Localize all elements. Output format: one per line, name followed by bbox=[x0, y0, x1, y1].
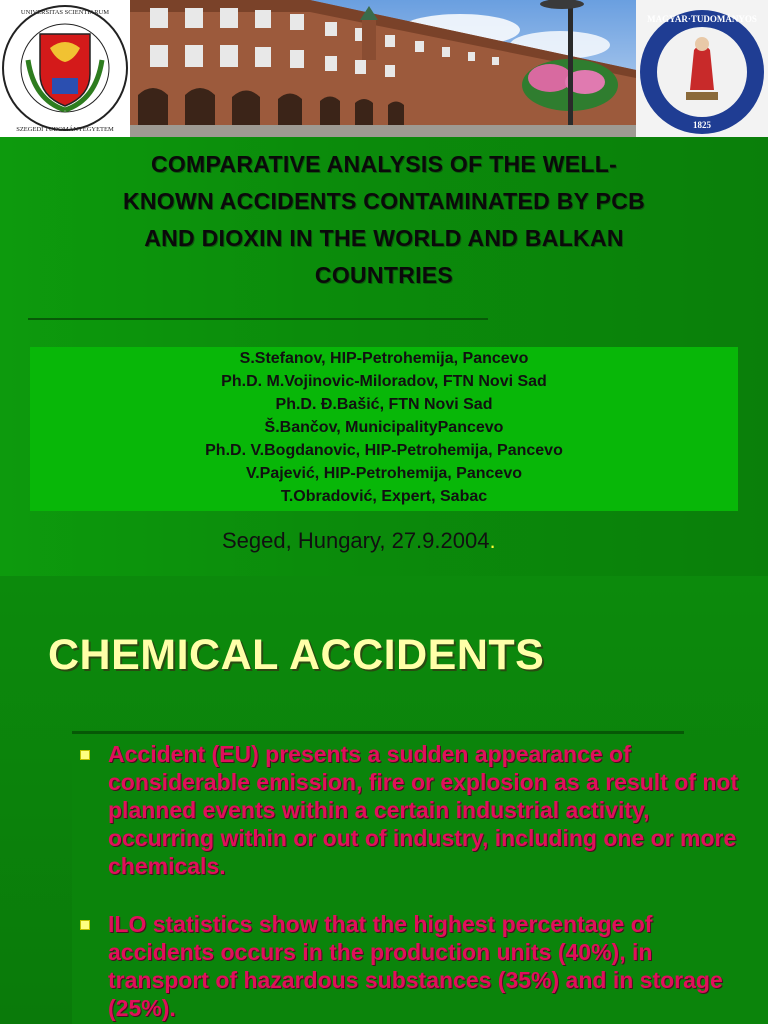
university-seal-icon bbox=[0, 0, 130, 137]
author-line: Š.Bančov, MunicipalityPancevo bbox=[264, 419, 504, 436]
academy-logo bbox=[636, 0, 768, 137]
academy-seal-icon bbox=[636, 0, 768, 137]
list-item bbox=[78, 740, 758, 880]
slide-heading: CHEMICAL ACCIDENTS bbox=[48, 631, 545, 679]
title-line: AND DIOXIN IN THE WORLD AND BALKAN bbox=[144, 225, 624, 251]
venue-text: Seged, Hungary, 27.9.2004 bbox=[222, 528, 490, 553]
svg-text:SZEGEDI TUDOMÁNYEGYETEM: SZEGEDI TUDOMÁNYEGYETEM bbox=[16, 126, 114, 133]
author-line: T.Obradović, Expert, Sabac bbox=[280, 488, 488, 505]
list-item bbox=[78, 910, 758, 1022]
author-line: Ph.D. V.Bogdanovic, HIP-Petrohemija, Pancevo bbox=[205, 442, 563, 459]
bullet-list bbox=[78, 740, 758, 1024]
presentation-title bbox=[0, 146, 768, 294]
venue-dot: . bbox=[489, 528, 496, 553]
svg-text:UNIVERSITAS SCIENTIARUM: UNIVERSITAS SCIENTIARUM bbox=[20, 9, 110, 16]
academy-year: 1825 bbox=[693, 120, 711, 130]
author-line: Ph.D. M.Vojinovic-Miloradov, FTN Novi Sad bbox=[221, 373, 547, 390]
building-photo bbox=[130, 0, 636, 137]
square-bullet-icon bbox=[80, 750, 90, 760]
author-line: Ph.D. Đ.Bašić, FTN Novi Sad bbox=[275, 396, 493, 413]
svg-text:MAGYAR·TUDOMÁNYOS: MAGYAR·TUDOMÁNYOS bbox=[647, 14, 757, 24]
university-logo bbox=[0, 0, 130, 137]
title-line: COUNTRIES bbox=[314, 262, 454, 288]
content-slide bbox=[0, 576, 768, 1024]
title-line: KNOWN ACCIDENTS CONTAMINATED BY PCB bbox=[122, 188, 646, 214]
bullet-text: Accident (EU) presents a sudden appearance of considerable emission, fire or explosion as a result of not planned events within a certain industrial activity, occurring within or out of industry, including one or more chemicals. bbox=[108, 741, 739, 879]
divider bbox=[28, 318, 488, 320]
author-line: V.Pajević, HIP-Petrohemija, Pancevo bbox=[246, 465, 522, 482]
divider bbox=[72, 731, 684, 734]
author-line: S.Stefanov, HIP-Petrohemija, Pancevo bbox=[239, 350, 529, 367]
venue-date bbox=[222, 528, 496, 554]
title-line: COMPARATIVE ANALYSIS OF THE WELL- bbox=[150, 151, 618, 177]
square-bullet-icon bbox=[80, 920, 90, 930]
bullet-text: ILO statistics show that the highest percentage of accidents occurs in the production units (40%), in transport of hazardous substances (35%) and in storage (25%). bbox=[108, 911, 723, 1021]
authors-list bbox=[0, 347, 768, 508]
